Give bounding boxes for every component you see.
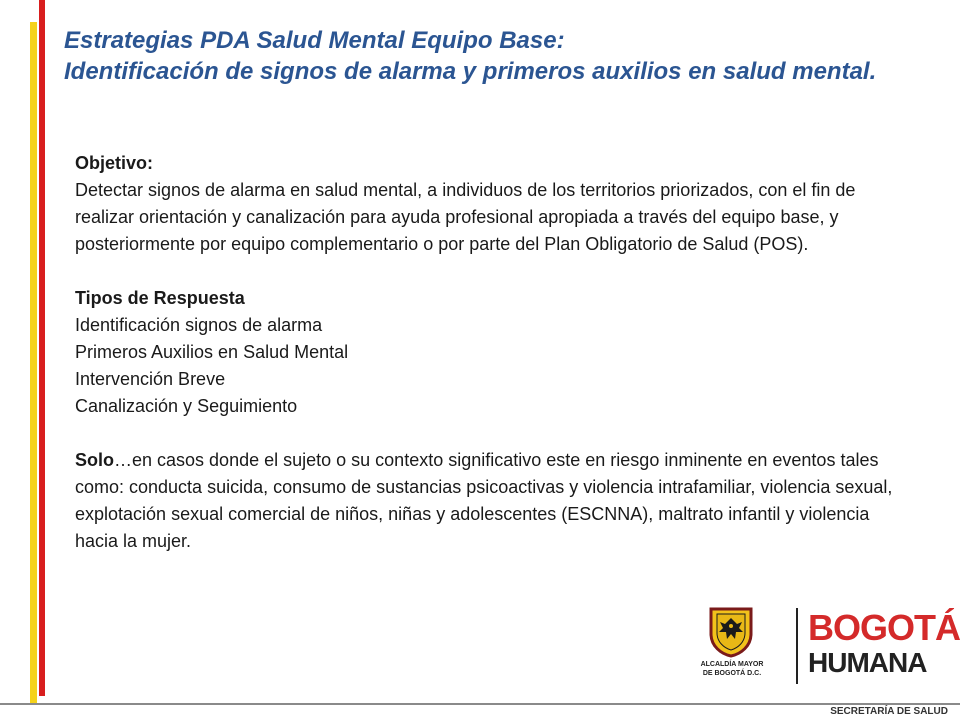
coat-of-arms-icon: [708, 606, 754, 658]
solo-text: …en casos donde el sujeto o su contexto significativo este en riesgo inminente en eventos tales como: conducta suicida, consumo de sustancias psicoactivas y violencia intrafamiliar, violencia sexual, explotación sexual comercial de niños, niñas y adolescentes (ESCNNA), maltrato infantil y violencia hacia la mujer.: [75, 450, 893, 551]
slide-title-line-2: Identificación de signos de alarma y primeros auxilios en salud mental.: [64, 58, 877, 85]
response-item: Identificación signos de alarma: [75, 315, 323, 335]
secretaria-label: SECRETARÍA DE SALUD: [830, 706, 948, 717]
bogota-wordmark: BOGOTÁ: [808, 607, 960, 648]
red-side-bar: [39, 0, 45, 696]
humana-wordmark: HUMANA: [808, 647, 927, 678]
objective-text: Detectar signos de alarma en salud mental, a individuos de los territorios priorizados, con el fin de realizar orientación y canalización para ayuda profesional apropiada a través del equipo base, y posteriormente por equipo complementario o por parte del Plan Obligatorio de Salud (POS).: [75, 180, 856, 254]
slide-body: [75, 150, 915, 555]
solo-lead: Solo: [75, 450, 114, 470]
logo-block: [686, 606, 960, 688]
slide-title: [64, 25, 924, 87]
alcaldia-line-1: ALCALDÍA MAYOR: [700, 661, 764, 668]
objective-heading: Objetivo:: [75, 153, 154, 173]
response-item: Canalización y Seguimiento: [75, 396, 298, 416]
spacer: [75, 258, 915, 285]
response-item: Primeros Auxilios en Salud Mental: [75, 342, 349, 362]
solo-paragraph: [75, 447, 915, 555]
alcaldia-line-2: DE BOGOTÁ D.C.: [702, 670, 762, 677]
yellow-side-bar: [30, 22, 37, 704]
alcaldia-logo-text: [686, 660, 778, 678]
responses-heading: Tipos de Respuesta: [75, 288, 245, 308]
logo-divider: [796, 608, 798, 684]
footer-divider: [0, 703, 960, 705]
response-item: Intervención Breve: [75, 369, 226, 389]
slide-title-line-1: Estrategias PDA Salud Mental Equipo Base:: [64, 27, 565, 54]
spacer: [75, 420, 915, 447]
